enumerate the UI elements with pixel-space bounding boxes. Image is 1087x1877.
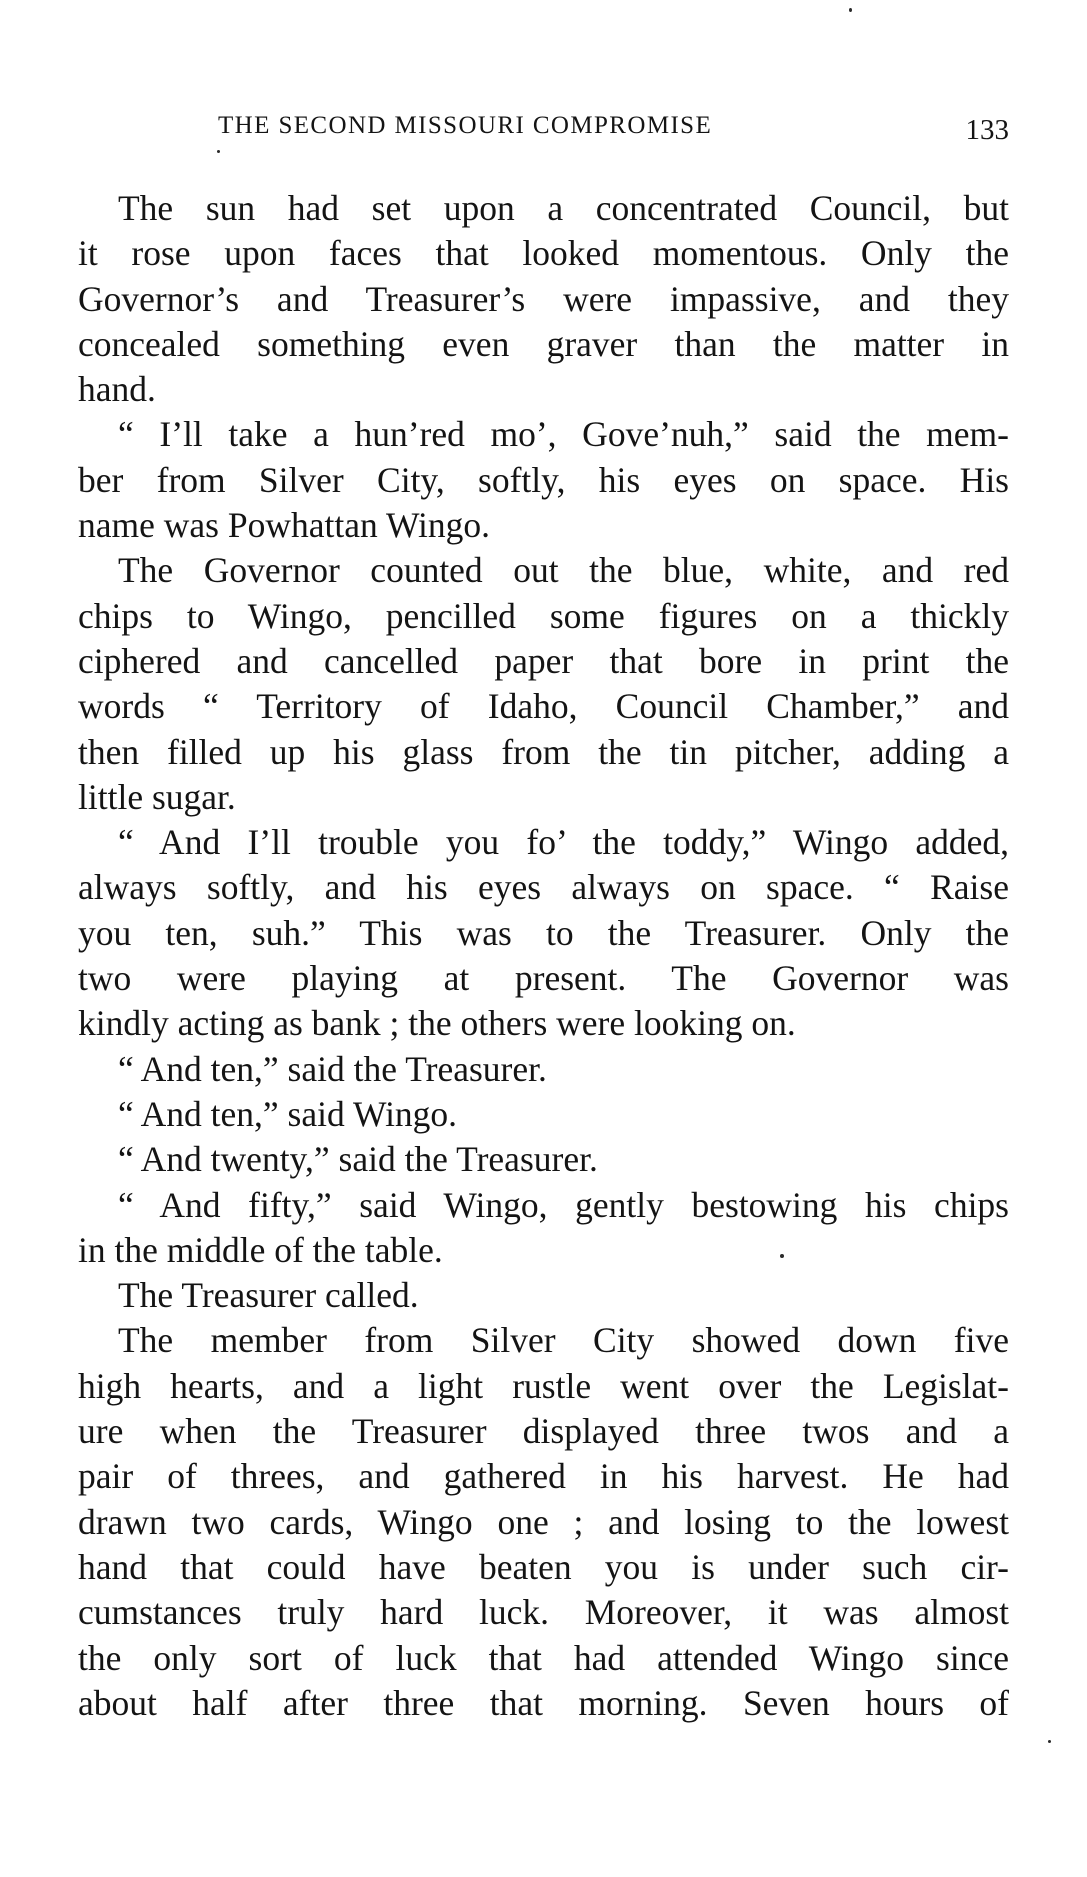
text-line: two were playing at present. The Governor was: [78, 958, 1009, 999]
page-number: 133: [965, 114, 1009, 146]
text-line: The sun had set upon a concentrated Council, but: [118, 188, 1009, 228]
paragraph: [78, 820, 1009, 1046]
text-line: kindly acting as bank ; the others were looking on.: [78, 1003, 796, 1044]
paragraph: [78, 1092, 1009, 1137]
paragraph: [78, 1137, 1009, 1182]
paragraph: [78, 1318, 1009, 1726]
text-line: ure when the Treasurer displayed three twos and a: [78, 1411, 1009, 1452]
text-line: “ And I’ll trouble you fo’ the toddy,” Wingo added,: [118, 822, 1009, 863]
paragraph: [78, 412, 1009, 548]
body-text: [78, 186, 1009, 1726]
text-line: The Governor counted out the blue, white, and red: [118, 550, 1009, 591]
text-line: “ I’ll take a hun’red mo’, Gove’nuh,” said the mem-: [118, 414, 1009, 455]
text-line: ciphered and cancelled paper that bore in print the: [78, 640, 1009, 681]
print-speck: [849, 8, 852, 12]
text-line: always softly, and his eyes always on space. “ Raise: [78, 867, 1009, 908]
text-line: about half after three that morning. Seven hours of: [78, 1682, 1009, 1723]
text-line: it rose upon faces that looked momentous. Only the: [78, 233, 1009, 274]
text-line: drawn two cards, Wingo one ; and losing to the lowest: [78, 1501, 1009, 1542]
paragraph: [78, 548, 1009, 820]
text-line: hand that could have beaten you is under such cir-: [78, 1546, 1009, 1587]
paragraph: [78, 186, 1009, 412]
text-line: “ And fifty,” said Wingo, gently bestowing his chips: [118, 1184, 1009, 1225]
text-line: pair of threes, and gathered in his harvest. He had: [78, 1456, 1009, 1497]
text-line: high hearts, and a light rustle went over the Legislat-: [78, 1365, 1009, 1406]
text-line: The Treasurer called.: [118, 1275, 419, 1316]
print-speck: [780, 1254, 784, 1258]
text-line: the only sort of luck that had attended Wingo since: [78, 1637, 1009, 1678]
paragraph: [78, 1273, 1009, 1318]
text-line: hand.: [78, 369, 156, 410]
text-line: cumstances truly hard luck. Moreover, it was almost: [78, 1592, 1009, 1633]
text-line: chips to Wingo, pencilled some figures on a thickly: [78, 595, 1009, 636]
text-line: Governor’s and Treasurer’s were impassive, and they: [78, 278, 1009, 319]
running-head: [78, 112, 1009, 152]
text-line: concealed something even graver than the matter in: [78, 323, 1009, 364]
paragraph: [78, 1183, 1009, 1274]
text-line: in the middle of the table.: [78, 1229, 443, 1270]
running-title: THE SECOND MISSOURI COMPROMISE: [218, 112, 713, 139]
text-line: you ten, suh.” This was to the Treasurer. Only the: [78, 912, 1009, 953]
text-line: then filled up his glass from the tin pitcher, adding a: [78, 731, 1009, 772]
text-line: “ And ten,” said the Treasurer.: [118, 1048, 547, 1089]
text-line: words “ Territory of Idaho, Council Chamber,” and: [78, 686, 1009, 727]
text-line: “ And ten,” said Wingo.: [118, 1093, 458, 1134]
text-line: The member from Silver City showed down five: [118, 1320, 1009, 1361]
text-line: little sugar.: [78, 776, 236, 817]
print-speck: [217, 150, 220, 153]
text-line: ber from Silver City, softly, his eyes on space. His: [78, 459, 1009, 500]
paragraph: [78, 1047, 1009, 1092]
text-line: “ And twenty,” said the Treasurer.: [118, 1139, 598, 1180]
print-speck: [1048, 1740, 1051, 1743]
text-line: name was Powhattan Wingo.: [78, 505, 491, 546]
